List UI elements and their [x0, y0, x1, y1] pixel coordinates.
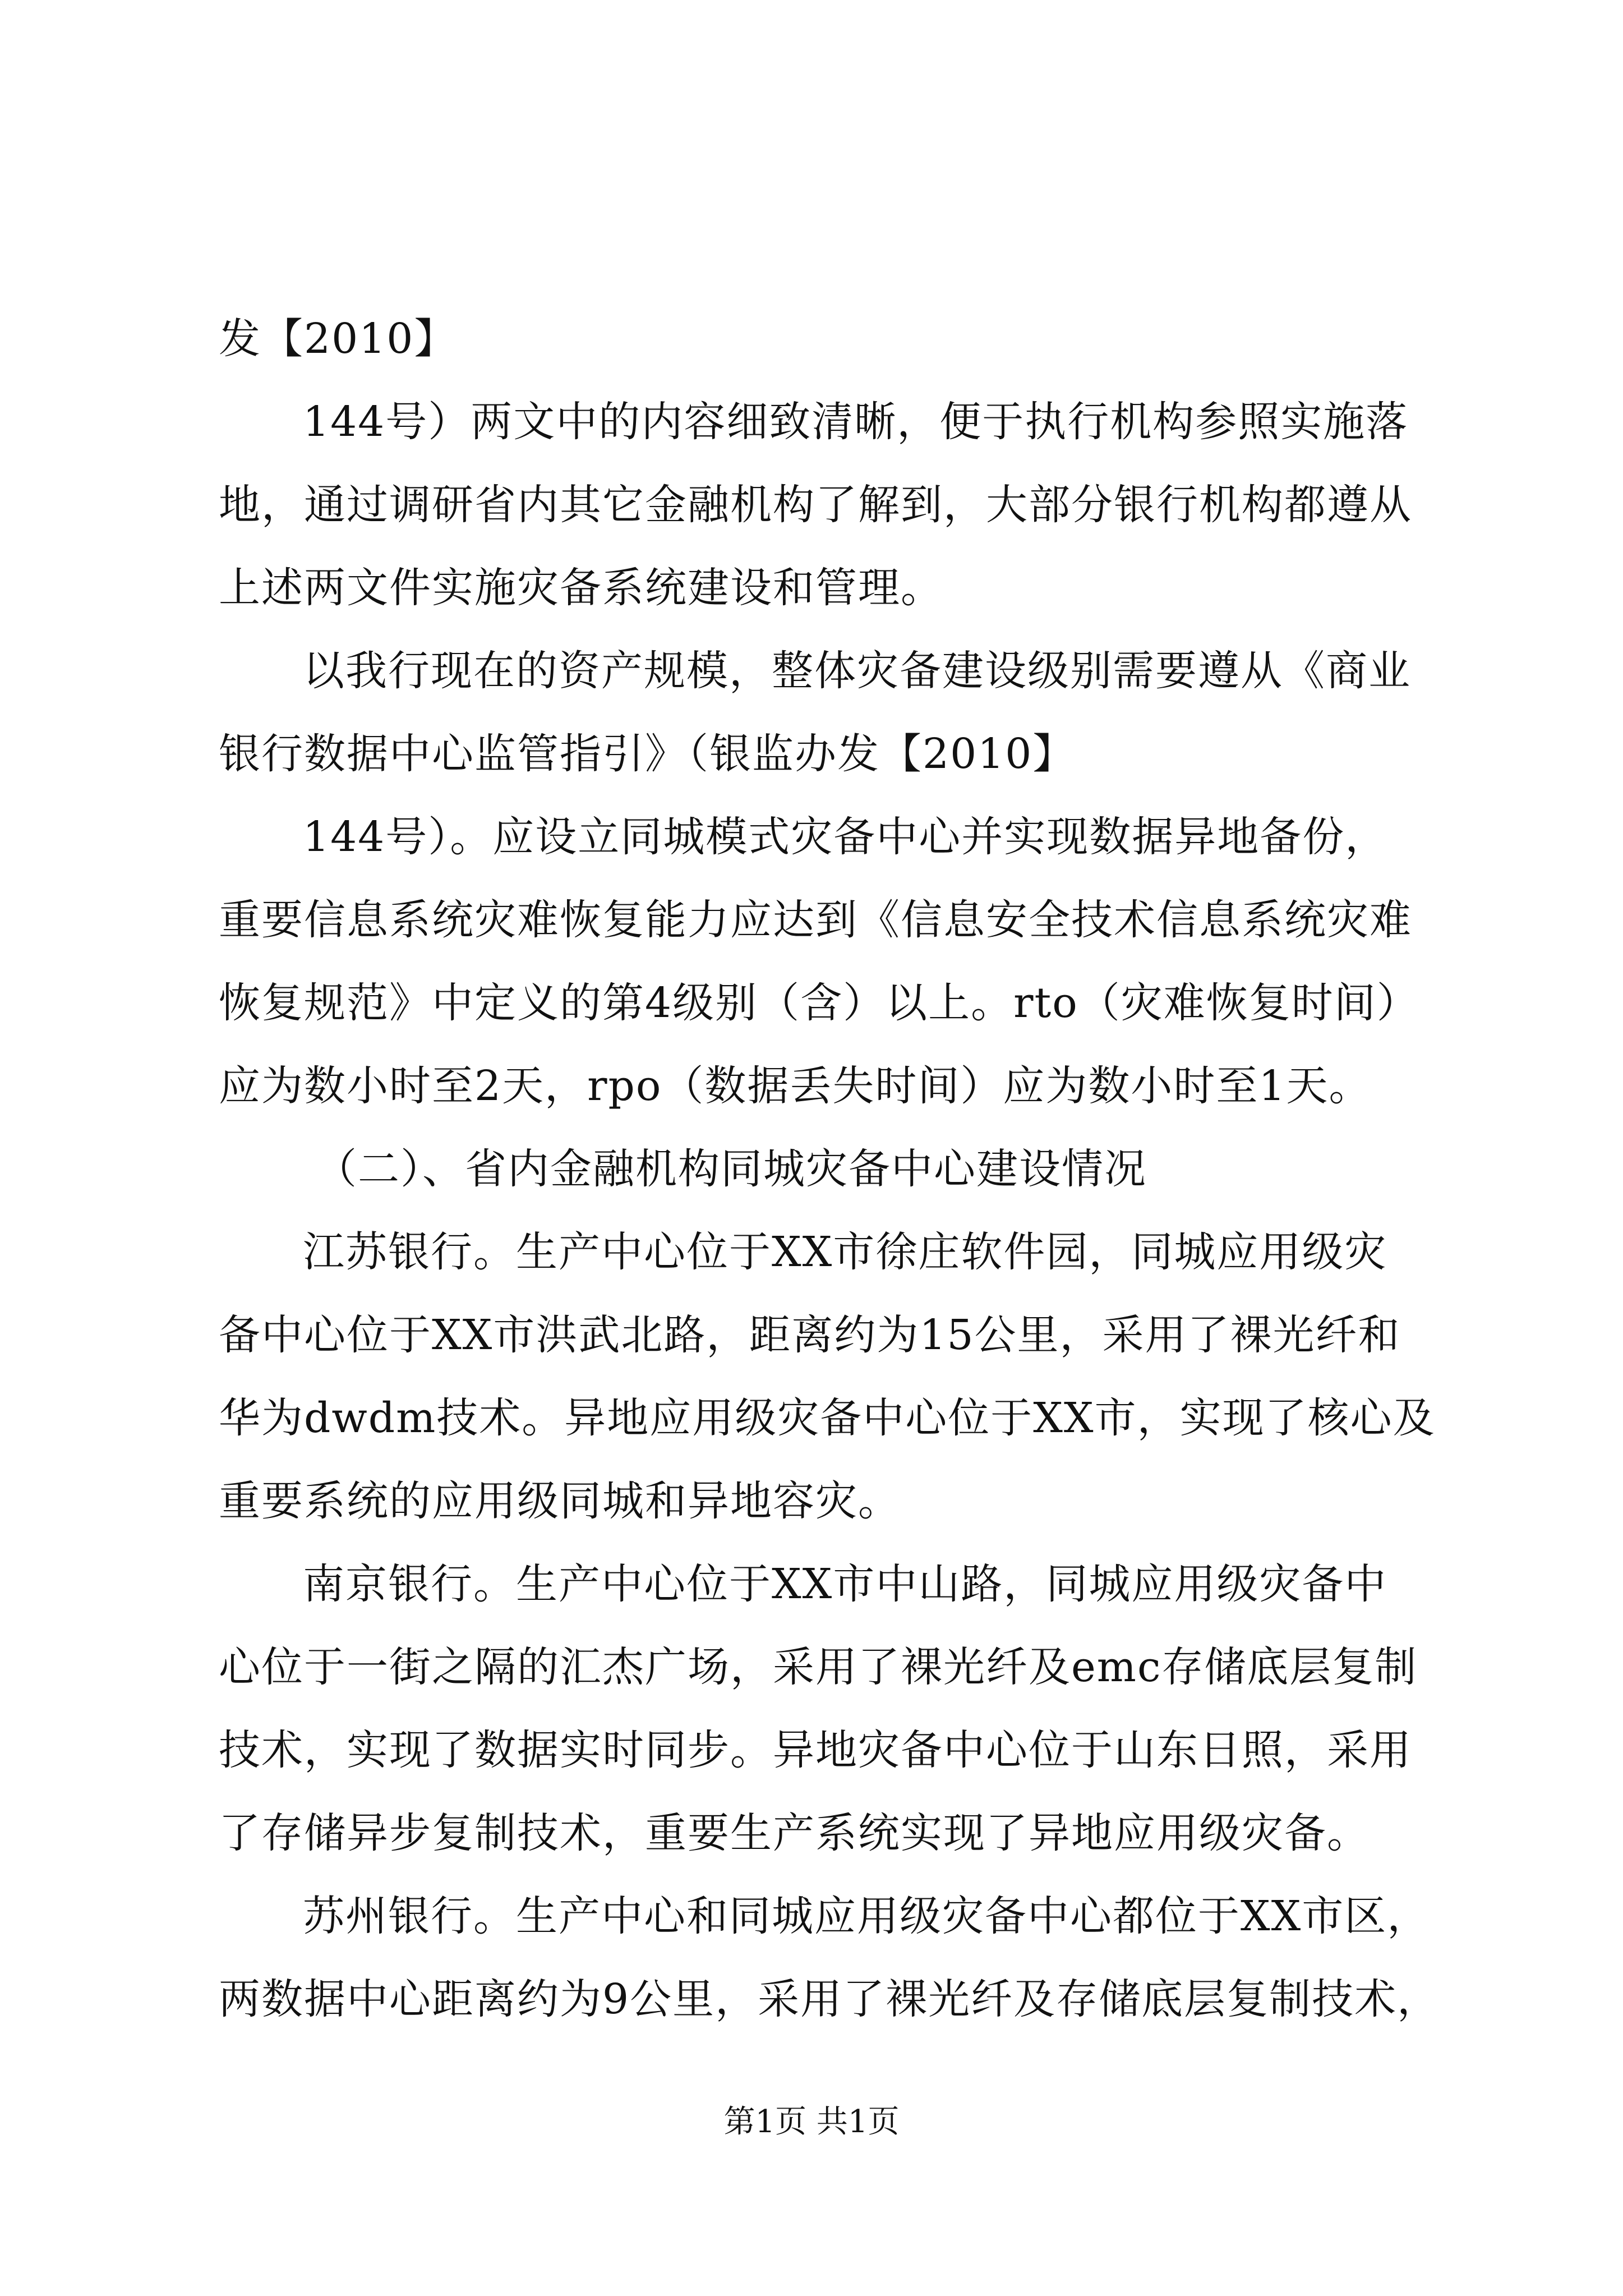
text-line: 以我行现在的资产规模，整体灾备建设级别需要遵从《商业: [303, 647, 1411, 695]
text-line: 南京银行。生产中心位于XX市中山路，同城应用级灾备中: [303, 1560, 1387, 1608]
text-line: 了存储异步复制技术，重要生产系统实现了异地应用级灾备。: [219, 1809, 1370, 1857]
document-body: [219, 297, 1440, 2041]
text-line: 华为dwdm技术。异地应用级灾备中心位于XX市，实现了核心及: [219, 1394, 1436, 1442]
text-line: 江苏银行。生产中心位于XX市徐庄软件园，同城应用级灾: [303, 1228, 1387, 1276]
page-footer: 第1页 共1页: [723, 2104, 900, 2140]
text-line: 应为数小时至2天，rpo（数据丢失时间）应为数小时至1天。: [219, 1062, 1372, 1110]
text-line: 苏州银行。生产中心和同城应用级灾备中心都位于XX市区，: [303, 1892, 1430, 1940]
text-line: 两数据中心距离约为9公里，采用了裸光纤及存储底层复制技术，: [219, 1975, 1440, 2023]
section-heading: （二）、省内金融机构同城灾备中心建设情况: [315, 1145, 1147, 1193]
text-line: 发【2010】: [219, 315, 457, 363]
text-line: 144号）。应设立同城模式灾备中心并实现数据异地备份，: [303, 813, 1388, 861]
text-line: 重要系统的应用级同城和异地容灾。: [219, 1477, 901, 1525]
text-line: 技术，实现了数据实时同步。异地灾备中心位于山东日照，采用: [219, 1726, 1412, 1774]
text-line: 上述两文件实施灾备系统建设和管理。: [219, 564, 943, 612]
text-line: 144号）两文中的内容细致清晰，便于执行机构参照实施落: [303, 398, 1409, 446]
text-line: 银行数据中心监管指引》（银监办发【2010】: [219, 730, 1076, 778]
text-line: 备中心位于XX市洪武北路，距离约为15公里，采用了裸光纤和: [219, 1311, 1401, 1359]
text-line: 地，通过调研省内其它金融机构了解到，大部分银行机构都遵从: [219, 481, 1412, 529]
text-line: 重要信息系统灾难恢复能力应达到《信息安全技术信息系统灾难: [219, 896, 1412, 944]
text-line: 心位于一街之隔的汇杰广场，采用了裸光纤及emc存储底层复制: [219, 1643, 1418, 1691]
text-line: 恢复规范》中定义的第4级别（含）以上。rto（灾难恢复时间）: [219, 979, 1419, 1027]
